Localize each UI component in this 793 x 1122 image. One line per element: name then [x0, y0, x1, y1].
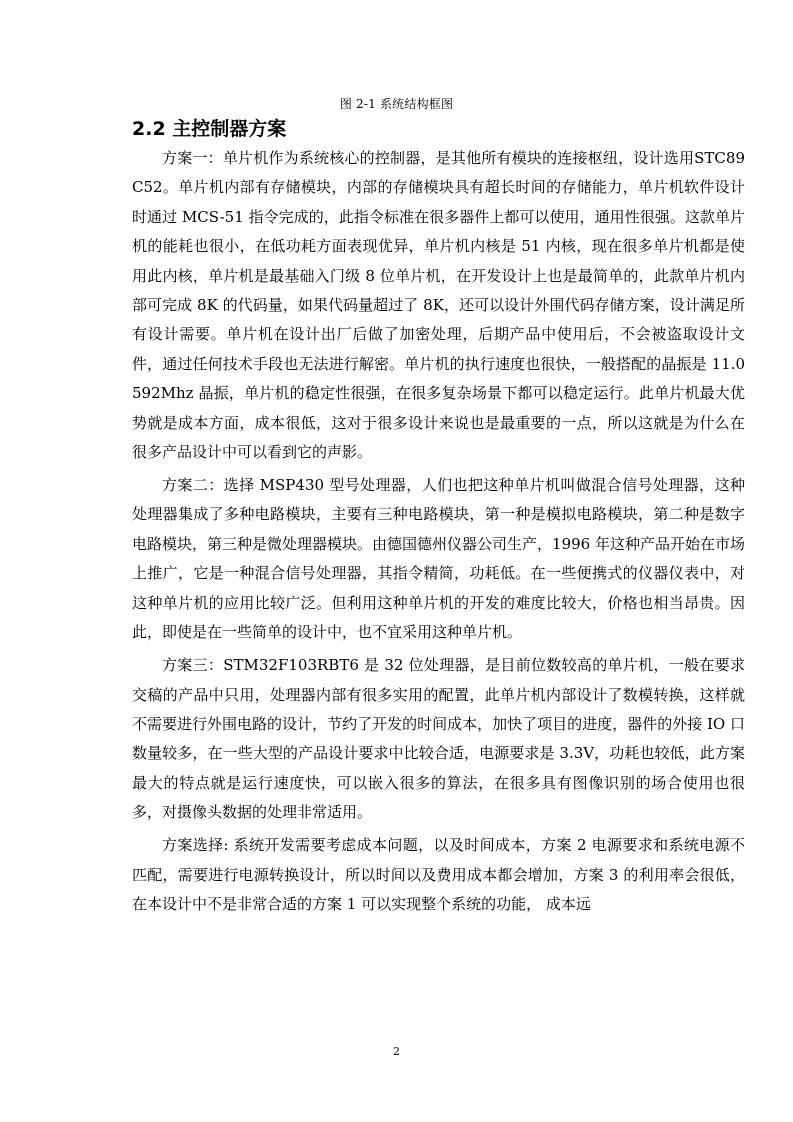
figure-caption: 图 2-1 系统结构框图: [339, 97, 454, 111]
page-number: 2: [393, 1045, 400, 1058]
paragraph-option-selection: 方案选择: 系统开发需要考虑成本问题，以及时间成本，方案 2 电源要求和系统电源不匹配，需要进行电源转换设计，所以时间以及费用成本都会增加，方案 3 的利用率会很低，在本设计中不是非常合适的方案 1 可以实现整个系统的功能， 成本远: [132, 836, 745, 913]
paragraph-option-three: 方案三：STM32F103RBT6 是 32 位处理器，是目前位数较高的单片机，一般在要求交稿的产品中只用，处理器内部有很多实用的配置，此单片机内部设计了数模转换，这样就不需要进行外围电路的设计，节约了开发的时间成本，加快了项目的进度，器件的外接 IO 口数量较多，在一些大型的产品设计要求中比较合适，电源要求是 3.3V，功耗也较低，此方案最大的特点就是运行速度快，可以嵌入很多的算法，在很多具有图像识别的场合使用也很多，对摄像头数据的处理非常适用。: [132, 656, 745, 822]
paragraph-option-two: 方案二：选择 MSP430 型号处理器，人们也把这种单片机叫做混合信号处理器，这种处理器集成了多种电路模块，主要有三种电路模块，第一种是模拟电路模块，第二种是数字电路模块，第三种是微处理器模块。由德国德州仪器公司生产，1996 年这种产品开始在市场上推广，它是一种混合信号处理器，其指令精简，功耗低。在一些便携式的仪器仪表中，对这种单片机的应用比较广泛。但利用这种单片机的开发的难度比较大，价格也相当昂贵。因此，即使是在一些简单的设计中，也不宜采用这种单片机。: [132, 476, 745, 642]
paragraph-option-one: 方案一：单片机作为系统核心的控制器，是其他所有模块的连接枢纽，设计选用STC89C52。单片机内部有存储模块，内部的存储模块具有超长时间的存储能力，单片机软件设计时通过 MCS-51 指令完成的，此指令标准在很多器件上都可以使用，通用性很强。这款单片机的能耗也很小，在低功耗方面表现优异，单片机内核是 51 内核，现在很多单片机都是使用此内核，单片机是最基础入门级 8 位单片机，在开发设计上也是最简单的，此款单片机内部可完成 8K 的代码量，如果代码量超过了 8K，还可以设计外围代码存储方案，设计满足所有设计需要。单片机在设计出厂后做了加密处理，后期产品中使用后，不会被盗取设计文件，通过任何技术手段也无法进行解密。单片机的执行速度也很快，一般搭配的晶振是 11.0592Mhz 晶振，单片机的稳定性很强，在很多复杂场景下都可以稳定运行。此单片机最大优势就是成本方面，成本很低，这对于很多设计来说也是最重要的一点，所以这就是为什么在很多产品设计中可以看到它的声影。: [132, 149, 745, 462]
section-heading: 2.2 主控制器方案: [132, 118, 287, 140]
body-text: [132, 144, 745, 923]
